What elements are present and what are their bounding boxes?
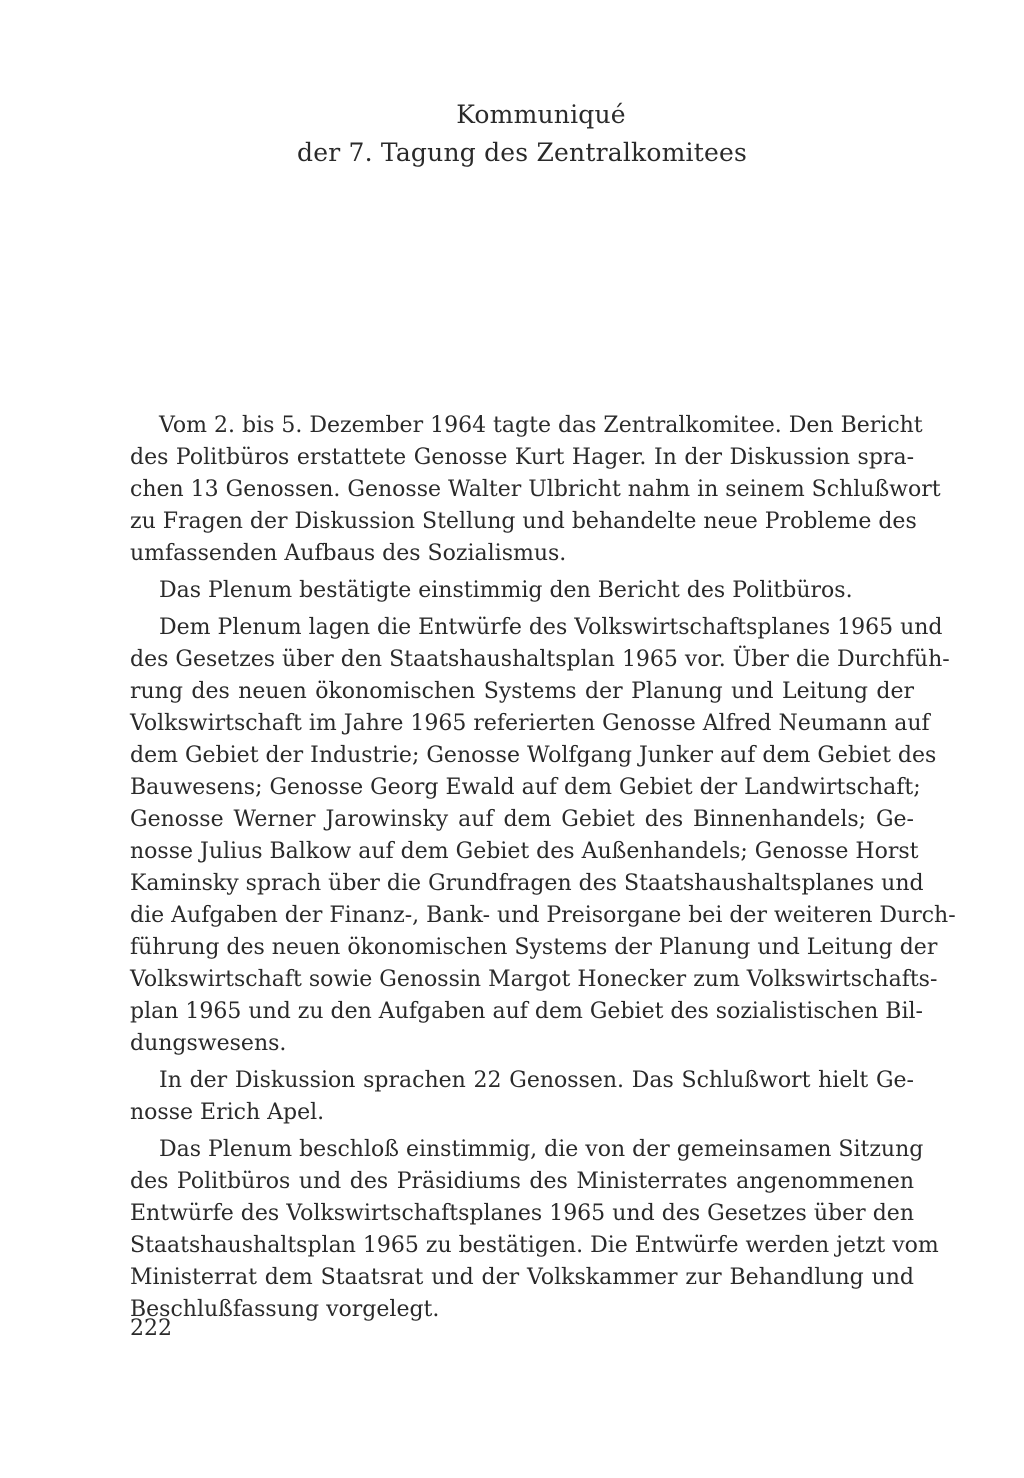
text-line: dem Gebiet der Industrie; Genosse Wolfgang Junker auf dem Gebiet des <box>130 743 937 768</box>
text-line: Kaminsky sprach über die Grundfragen des Staatshaushaltsplanes und <box>130 871 924 896</box>
text-line: zu Fragen der Diskussion Stellung und behandelte neue Probleme des <box>130 509 917 534</box>
text-line: Volkswirtschaft sowie Genossin Margot Honecker zum Volkswirtschafts- <box>130 967 938 992</box>
text-line: Volkswirtschaft im Jahre 1965 referierten Genosse Alfred Neumann auf <box>130 711 930 736</box>
text-line: plan 1965 und zu den Aufgaben auf dem Gebiet des sozialistischen Bil- <box>130 999 923 1024</box>
text-line: Ministerrat dem Staatsrat und der Volkskammer zur Behandlung und <box>130 1265 914 1290</box>
text-line: Das Plenum beschloß einstimmig, die von der gemeinsamen Sitzung <box>159 1137 924 1162</box>
text-line: Bauwesens; Genosse Georg Ewald auf dem Gebiet der Landwirtschaft; <box>130 775 921 800</box>
text-line: des Gesetzes über den Staatshaushaltsplan 1965 vor. Über die Durchfüh- <box>130 647 950 672</box>
paragraph-5 <box>130 1134 939 1326</box>
page-number: 222 <box>130 1316 172 1341</box>
text-line: Beschlußfassung vorgelegt. <box>130 1297 440 1322</box>
text-line: des Politbüros und des Präsidiums des Ministerrates angenommenen <box>130 1169 914 1194</box>
heading-title: Kommuniqué <box>456 100 626 129</box>
text-line: chen 13 Genossen. Genosse Walter Ulbricht nahm in seinem Schlußwort <box>130 477 941 502</box>
text-line: des Politbüros erstattete Genosse Kurt Hager. In der Diskussion spra- <box>130 445 914 470</box>
body-text <box>130 410 956 1326</box>
text-line: Das Plenum bestätigte einstimmig den Bericht des Politbüros. <box>159 578 853 603</box>
text-line: dungswesens. <box>130 1031 287 1056</box>
paragraph-2 <box>130 575 914 607</box>
text-line: Dem Plenum lagen die Entwürfe des Volkswirtschaftsplanes 1965 und <box>159 615 943 640</box>
text-line: In der Diskussion sprachen 22 Genossen. Das Schlußwort hielt Ge- <box>159 1068 914 1093</box>
text-line: nosse Julius Balkow auf dem Gebiet des Außenhandels; Genosse Horst <box>130 839 919 864</box>
text-line: Entwürfe des Volkswirtschaftsplanes 1965 und des Gesetzes über den <box>130 1201 914 1226</box>
text-line: die Aufgaben der Finanz-, Bank- und Preisorgane bei der weiteren Durch- <box>130 903 956 928</box>
document-heading <box>0 96 1024 172</box>
paragraph-1 <box>130 410 941 570</box>
text-line: Vom 2. bis 5. Dezember 1964 tagte das Zentralkomitee. Den Bericht <box>159 413 923 438</box>
heading-subtitle: der 7. Tagung des Zentralkomitees <box>297 138 747 167</box>
text-line: Genosse Werner Jarowinsky auf dem Gebiet des Binnenhandels; Ge- <box>130 807 914 832</box>
paragraph-4 <box>130 1065 914 1129</box>
text-line: rung des neuen ökonomischen Systems der Planung und Leitung der <box>130 679 914 704</box>
text-line: umfassenden Aufbaus des Sozialismus. <box>130 541 567 566</box>
text-line: nosse Erich Apel. <box>130 1100 325 1125</box>
text-line: führung des neuen ökonomischen Systems der Planung und Leitung der <box>130 935 938 960</box>
paragraph-3 <box>130 612 956 1060</box>
text-line: Staatshaushaltsplan 1965 zu bestätigen. Die Entwürfe werden jetzt vom <box>130 1233 939 1258</box>
